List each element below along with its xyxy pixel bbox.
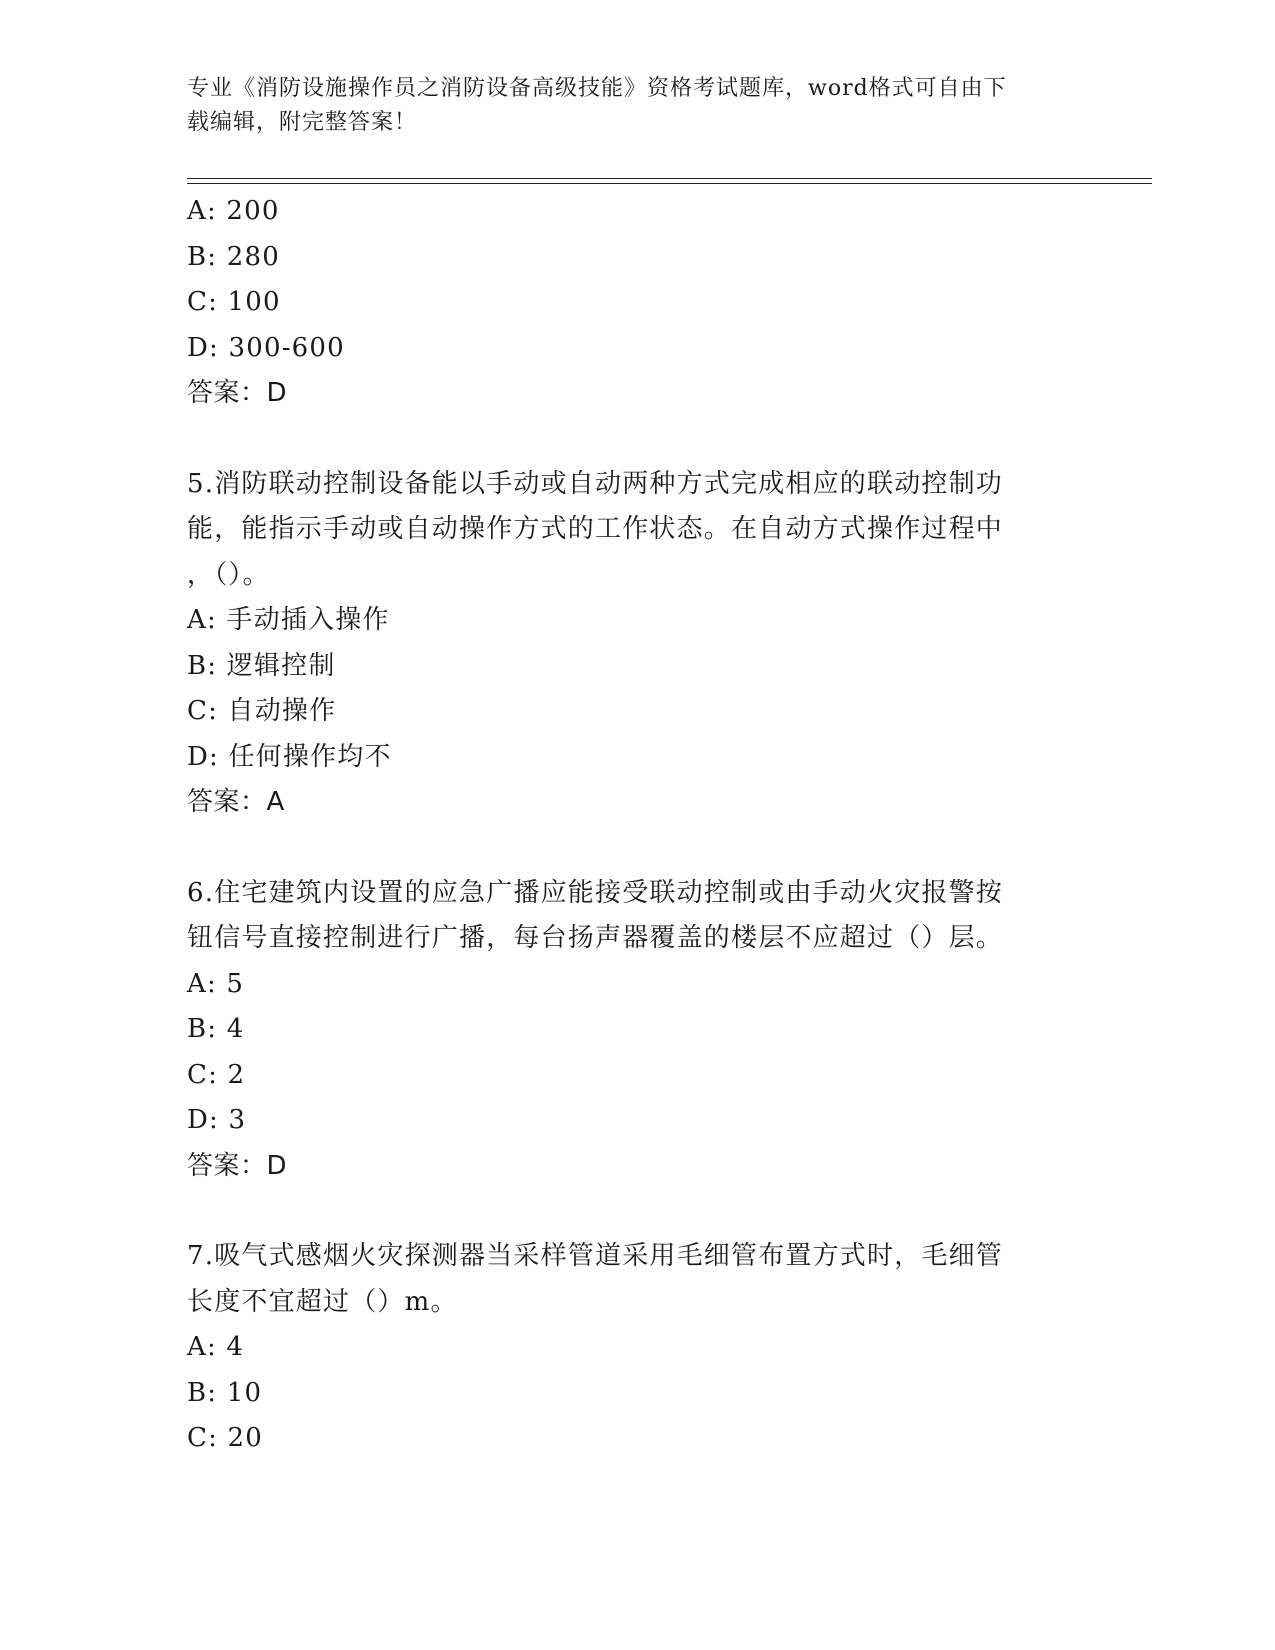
option-c: C: 自动操作 [187,696,337,726]
question-stem-line: ，（）。 [187,559,270,590]
option-d: D: 3 [187,1105,247,1135]
question-6 [187,871,1067,1190]
spacer [187,1189,1067,1234]
option-c: C: 100 [187,287,281,317]
option-a: A: 4 [187,1332,245,1362]
document-header [187,72,1067,140]
option-a: A: 手动插入操作 [187,605,390,635]
header-divider-thick [187,178,1152,179]
option-d: D: 任何操作均不 [187,741,392,772]
answer: 答案：D [187,1150,288,1181]
question-stem-line: 钮信号直接控制进行广播，每台扬声器覆盖的楼层不应超过（）层。 [187,923,1004,953]
header-line-2: 载编辑，附完整答案！ [187,110,418,135]
question-list [187,189,1067,1462]
answer: 答案：A [187,787,285,817]
option-a: A: 200 [187,196,280,226]
option-a: A: 5 [187,968,245,999]
question-5 [187,462,1067,826]
option-b: B: 逻辑控制 [187,650,336,681]
spacer [187,826,1067,871]
question-stem-line: 5.消防联动控制设备能以手动或自动两种方式完成相应的联动控制功 [187,468,1004,499]
option-b: B: 280 [187,241,280,272]
question-stem-line: 能，能指示手动或自动操作方式的工作状态。在自动方式操作过程中 [187,514,1004,544]
question-4 [187,189,1067,417]
question-stem-line: 长度不宜超过（）m。 [187,1286,458,1317]
question-7 [187,1234,1067,1462]
header-line-1: 专业《消防设施操作员之消防设备高级技能》资格考试题库，word格式可自由下 [187,76,1007,101]
option-b: B: 10 [187,1377,263,1408]
answer: 答案：D [187,378,288,408]
option-c: C: 20 [187,1423,264,1453]
option-b: B: 4 [187,1014,245,1044]
option-d: D: 300-600 [187,332,345,363]
question-stem-line: 6.住宅建筑内设置的应急广播应能接受联动控制或由手动火灾报警按 [187,877,1004,908]
header-divider-thin [187,183,1152,184]
question-stem-line: 7.吸气式感烟火灾探测器当采样管道采用毛细管布置方式时，毛细管 [187,1241,1004,1271]
option-c: C: 2 [187,1059,246,1090]
spacer [187,417,1067,462]
